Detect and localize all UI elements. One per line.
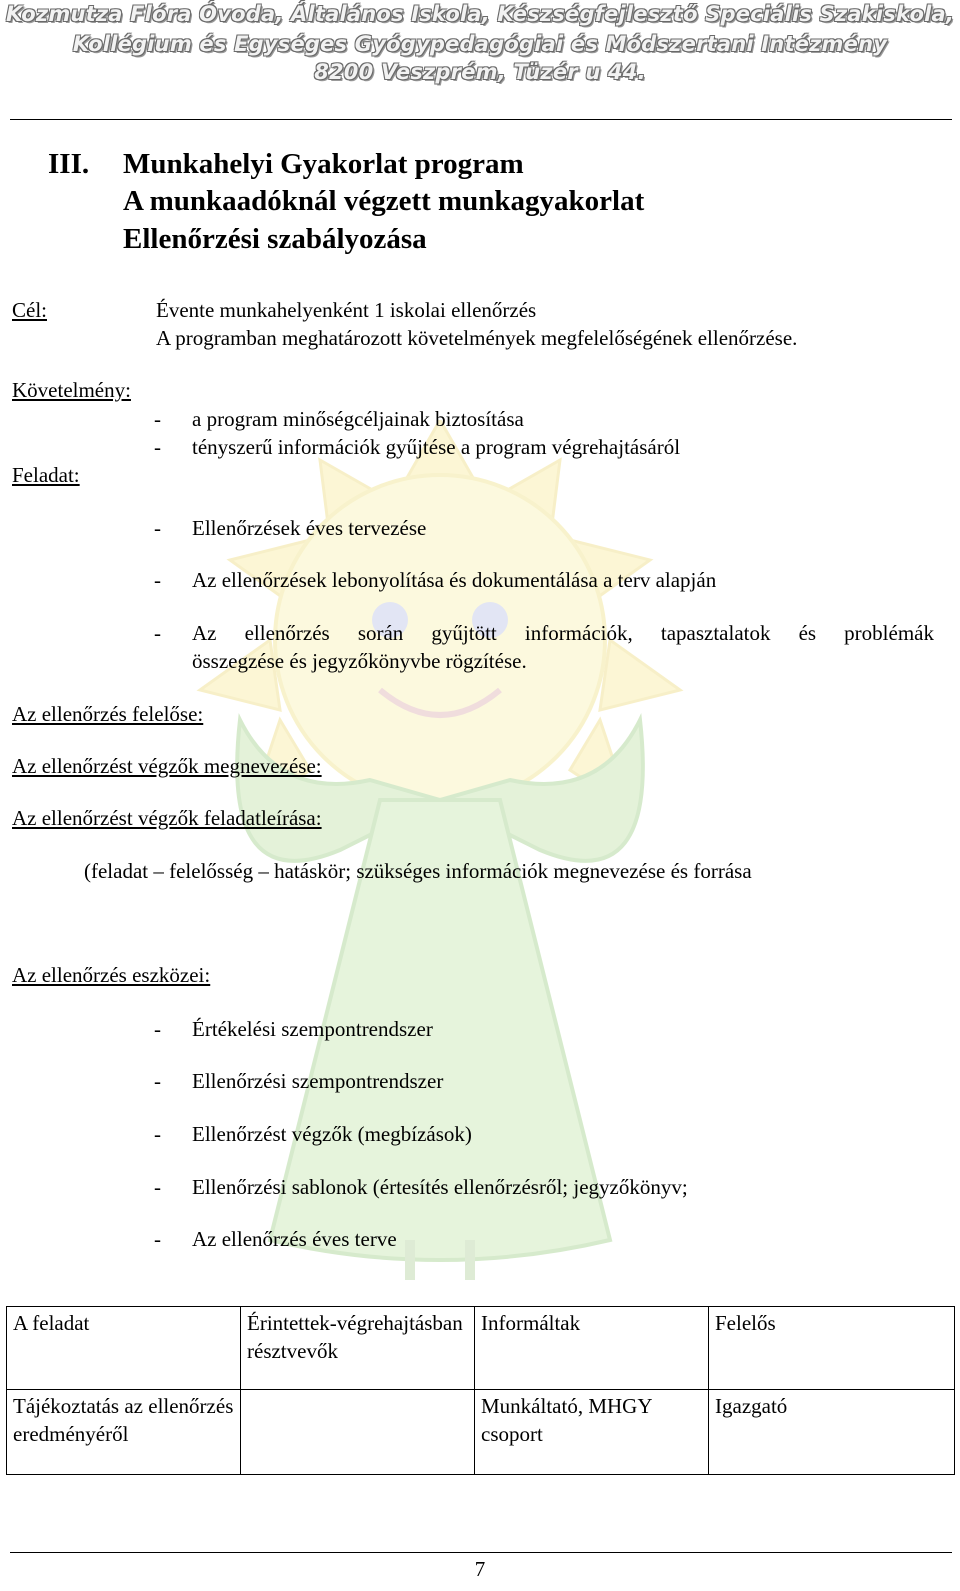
table-row xyxy=(7,1390,955,1475)
table-cell: Igazgató xyxy=(709,1390,955,1475)
bullet-dash: - xyxy=(154,407,161,431)
institution-name-line2: Kollégium és Egységes Gyógypedagógiai és Módszertani Intézmény xyxy=(72,32,888,56)
bullet-dash: - xyxy=(154,1175,161,1199)
tools-item: Az ellenőrzés éves terve xyxy=(192,1227,397,1251)
footer-divider xyxy=(10,1552,952,1553)
tools-item: Ellenőrzési szempontrendszer xyxy=(192,1069,444,1093)
institution-address: 8200 Veszprém, Tüzér u 44. xyxy=(314,60,646,84)
task-label: Feladat: xyxy=(12,463,80,487)
institution-name-line1: Kozmutza Flóra Óvoda, Általános Iskola, Készségfejlesztő Speciális Szakiskola, xyxy=(5,2,955,26)
bullet-dash: - xyxy=(154,1122,161,1146)
table-cell: Tájékoztatás az ellenőrzés eredményéről xyxy=(7,1390,241,1475)
header-divider xyxy=(10,119,952,120)
responsible-label: Az ellenőrzés felelőse: xyxy=(12,702,204,726)
bullet-dash: - xyxy=(154,1227,161,1251)
table-header-cell: Informáltak xyxy=(475,1307,709,1390)
goal-line2: A programban meghatározott követelmények megfelelőségének ellenőrzése. xyxy=(156,326,798,350)
bullet-dash: - xyxy=(154,621,161,645)
task-item: Az ellenőrzés során gyűjtött információk, tapasztalatok és problémák xyxy=(192,621,934,645)
bullet-dash: - xyxy=(154,1017,161,1041)
page-title-line2: A munkaadóknál végzett munkagyakorlat xyxy=(123,185,645,217)
inspectors-task-label: Az ellenőrzést végzők feladatleírása: xyxy=(12,806,322,830)
inspectors-name-label: Az ellenőrzést végzők megnevezése: xyxy=(12,754,322,778)
page-title-line3: Ellenőrzési szabályozása xyxy=(123,223,427,255)
page-number: 7 xyxy=(474,1557,486,1581)
bullet-dash: - xyxy=(154,516,161,540)
task-item-continuation: összegzése és jegyzőkönyvbe rögzítése. xyxy=(192,649,527,673)
table-header-cell: Érintettek-végrehajtásban résztvevők xyxy=(241,1307,475,1390)
task-item: Ellenőrzések éves tervezése xyxy=(192,516,427,540)
sunflower-watermark xyxy=(180,420,700,1280)
table-header-cell: A feladat xyxy=(7,1307,241,1390)
table-cell xyxy=(241,1390,475,1475)
inspectors-task-note: (feladat – felelősség – hatáskör; szükséges információk megnevezése és forrása xyxy=(84,859,752,883)
goal-line1: Évente munkahelyenként 1 iskolai ellenőrzés xyxy=(156,298,537,322)
requirement-item: tényszerű információk gyűjtése a program végrehajtásáról xyxy=(192,435,681,459)
table-header-cell: Felelős xyxy=(709,1307,955,1390)
table-cell: Munkáltató, MHGY csoport xyxy=(475,1390,709,1475)
tools-item: Ellenőrzést végzők (megbízások) xyxy=(192,1122,472,1146)
bullet-dash: - xyxy=(154,568,161,592)
requirement-item: a program minőségcéljainak biztosítása xyxy=(192,407,524,431)
tools-item: Ellenőrzési sablonok (értesítés ellenőrzésről; jegyzőkönyv; xyxy=(192,1175,688,1199)
bullet-dash: - xyxy=(154,435,161,459)
page-title-line1: Munkahelyi Gyakorlat program xyxy=(123,148,524,180)
task-item: Az ellenőrzések lebonyolítása és dokumentálása a terv alapján xyxy=(192,568,717,592)
table-header-row xyxy=(7,1307,955,1390)
tools-label: Az ellenőrzés eszközei: xyxy=(12,963,211,987)
section-number: III. xyxy=(48,148,90,180)
bullet-dash: - xyxy=(154,1069,161,1093)
goal-label: Cél: xyxy=(12,298,47,322)
tools-item: Értékelési szempontrendszer xyxy=(192,1017,433,1041)
requirement-label: Követelmény: xyxy=(12,378,131,402)
responsibility-table xyxy=(6,1306,955,1475)
